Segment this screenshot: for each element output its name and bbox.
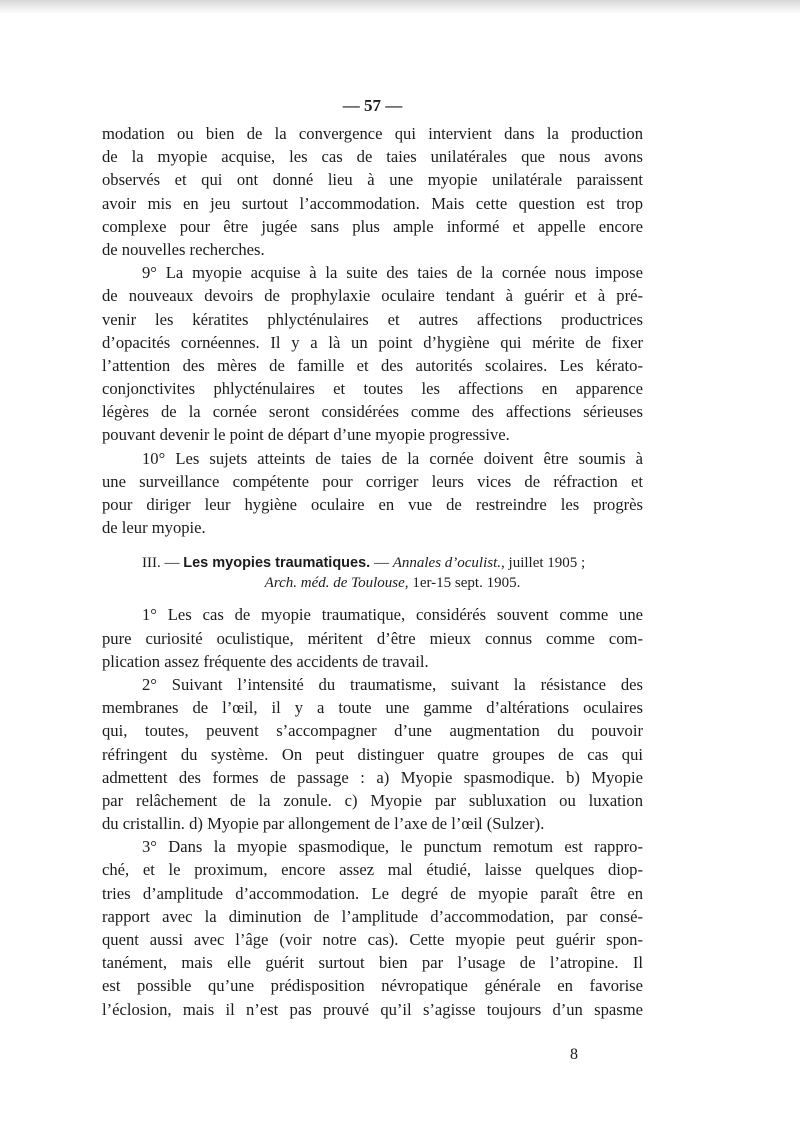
text-line: plication assez fréquente des accidents de travail. (102, 651, 429, 671)
text-line: ché, et le proximum, encore assez mal étudié, laisse quelques diop- (102, 860, 643, 880)
text-line: du cristallin. d) Myopie par allongement de l’axe de l’œil (Sulzer). (102, 814, 545, 834)
paragraph-continuation (102, 122, 643, 261)
scan-edge-shadow (0, 0, 800, 14)
text-line: de leur myopie. (102, 518, 206, 538)
text-line: modation ou bien de la convergence qui intervient dans la production (102, 124, 643, 143)
text-line: pour diriger leur hygiène oculaire en vue de restreindre les progrès (102, 495, 643, 514)
journal-citation: Annales d’oculist. (392, 555, 502, 572)
text-line: 2° Suivant l’intensité du traumatisme, suivant la résistance des (142, 674, 643, 694)
text-line: une surveillance compétente pour corriger leurs vices de réfraction et (102, 471, 643, 491)
text-line: venir les kératites phlycténulaires et autres affections productrices (102, 309, 643, 329)
text-line: 9° La myopie acquise à la suite des taies de la cornée nous impose (142, 263, 643, 283)
paragraph-3 (102, 835, 643, 1021)
heading-dash: — (164, 555, 180, 572)
text-line: pure curiosité oculistique, méritent d’être mieux connus comme com- (102, 628, 643, 648)
section-heading-line-2 (102, 573, 643, 593)
text-line: qui, toutes, peuvent s’accompagner d’une augmentation du pouvoir (102, 721, 643, 741)
section-heading (102, 553, 643, 593)
text-line: rapport avec la diminution de l’amplitude d’accommodation, par consé- (102, 906, 643, 926)
text-line: complexe pour être jugée sans plus ample informé et appelle encore (102, 216, 643, 236)
page-number: — 57 — (342, 96, 403, 115)
text-line: 3° Dans la myopie spasmodique, le punctum remotum est rappro- (142, 837, 643, 857)
text-line: quent aussi avec l’âge (voir notre cas). Cette myopie peut guérir spon- (102, 930, 643, 949)
journal-citation: Arch. méd. de Toulouse, (264, 575, 409, 592)
text-line: l’éclosion, mais il n’est pas prouvé qu’il s’agisse toujours d’un spasme (102, 999, 643, 1019)
text-line: de la myopie acquise, les cas de taies unilatérales que nous avons (102, 147, 643, 167)
text-line: pouvant devenir le point de départ d’une myopie progressive. (102, 425, 510, 445)
text-line: l’attention des mères de famille et des autorités scolaires. Les kérato- (102, 355, 643, 375)
citation-date: , juillet 1905 ; (501, 555, 586, 572)
heading-dash: — (373, 555, 389, 572)
text-line: tries d’amplitude d’accommodation. Le degré de myopie paraît être en (102, 883, 643, 903)
text-line: 1° Les cas de myopie traumatique, considérés souvent comme une (142, 605, 643, 625)
document-page (102, 92, 643, 1021)
citation-date: 1er-15 sept. 1905. (408, 575, 521, 592)
text-line: membranes de l’œil, il y a toute une gamme d’altérations oculaires (102, 698, 643, 718)
text-line: par relâchement de la zonule. c) Myopie par subluxation ou luxation (102, 790, 643, 810)
text-line: réfringent du système. On peut distinguer quatre groupes de cas qui (102, 744, 643, 764)
text-line: d’opacités cornéennes. Il y a là un point d’hygiène qui mérite de fixer (102, 332, 643, 352)
paragraph-1 (102, 603, 643, 673)
paragraph-10 (102, 447, 643, 540)
text-line: est possible qu’une prédisposition névropatique générale en favorise (102, 976, 643, 996)
text-line: légères de la cornée seront considérées comme des affections sérieuses (102, 402, 643, 422)
section-number: III. (142, 555, 161, 572)
text-line: admettent des formes de passage : a) Myopie spasmodique. b) Myopie (102, 767, 643, 787)
section-heading-line-1 (102, 553, 643, 573)
text-line: avoir mis en jeu surtout l’accommodation. Mais cette question est trop (102, 193, 643, 213)
paragraph-9 (102, 261, 643, 447)
text-line: tanément, mais elle guérit surtout bien par l’usage de l’atropine. Il (102, 953, 643, 973)
text-line: observés et qui ont donné lieu à une myopie unilatérale paraissent (102, 170, 643, 190)
text-line: 10° Les sujets atteints de taies de la cornée doivent être soumis à (142, 448, 643, 468)
text-line: de nouvelles recherches. (102, 239, 265, 259)
text-line: de nouveaux devoirs de prophylaxie oculaire tendant à guérir et à pré- (102, 286, 643, 306)
paragraph-2 (102, 673, 643, 835)
signature-mark: 8 (570, 1046, 578, 1063)
section-title: Les myopies traumatiques. (183, 555, 371, 572)
text-line: conjonctivites phlycténulaires et toutes les affections en apparence (102, 379, 643, 399)
